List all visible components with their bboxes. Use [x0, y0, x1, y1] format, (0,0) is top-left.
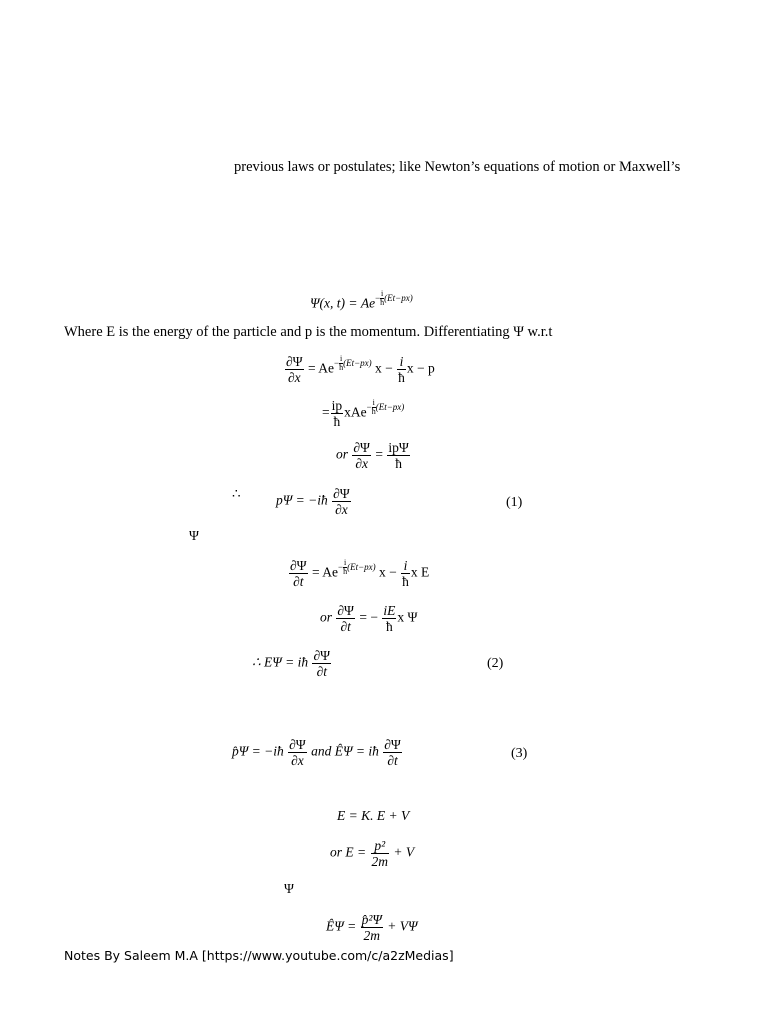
equation-energy-operator: ∴ EΨ = iħ $\frac{\partial\Psi}{\partial t}$	[252, 648, 331, 679]
therefore-symbol-1: ∴	[232, 486, 241, 501]
equation-or-dpsi-dt: or $\frac{\partial\Psi}{\partial t}$ = − $\frac{iE}{ħ}$ x Ψ	[320, 603, 418, 634]
equation-operators: p̂Ψ = −iħ $\frac{\partial\Psi}{\partial x}$ and ÊΨ = iħ $\frac{\partial\Psi}{\partial t}$	[232, 737, 401, 768]
equation-ip-over-hbar: = $\frac{ip}{ħ}$ xAe$^{- \frac{i}{ħ} (Et-px)}$	[322, 398, 405, 429]
equation-total-energy: E = K. E + V	[337, 808, 410, 823]
equation-kinetic: or E = $\frac{\text{p²}}{2m}$ + V	[330, 838, 415, 869]
equation-momentum: pΨ = −iħ $\frac{\partial\Psi}{\partial x}$	[276, 486, 350, 517]
text-line-where: Where E is the energy of the particle and p is the momentum. Differentiating Ψ w.r.t	[64, 324, 553, 340]
equation-number-1: (1)	[506, 495, 523, 510]
equation-number-2: (2)	[487, 656, 504, 671]
psi-symbol-a: Ψ	[189, 528, 199, 543]
footer-credit: Notes By Saleem M.A [https://www.youtube.com/c/a2zMedias]	[64, 948, 454, 963]
equation-dpsi-dt: $\frac{\partial\Psi}{\partial t}$ = $Ae^{- \frac{i}{ħ} (Et-px)}$ x − $\frac{i}{ħ}$ x E	[290, 558, 430, 589]
equation-hamiltonian: ÊΨ = $\frac{\text{p̂²Ψ}}{2m}$ + VΨ	[326, 912, 418, 943]
equation-dpsi-dx: $\frac{\partial\Psi}{\partial x}$ = $Ae^{- \frac{i}{ħ} (Et-px)}$ x − $\frac{i}{ħ}$ x − p	[286, 354, 435, 385]
equation-wave-function: Ψ(x, $t) = Ae^{- \frac{i}{ħ} (Et-px)}$	[310, 289, 413, 311]
equation-or-dpsi-dx: or $\frac{\partial\Psi}{\partial x}$ = $\frac{\text{ipΨ}}{ħ}$	[336, 440, 409, 471]
psi-symbol-b: Ψ	[284, 881, 294, 896]
equation-number-3: (3)	[511, 746, 528, 761]
text-line-laws: previous laws or postulates; like Newton’s equations of motion or Maxwell’s	[234, 159, 681, 175]
